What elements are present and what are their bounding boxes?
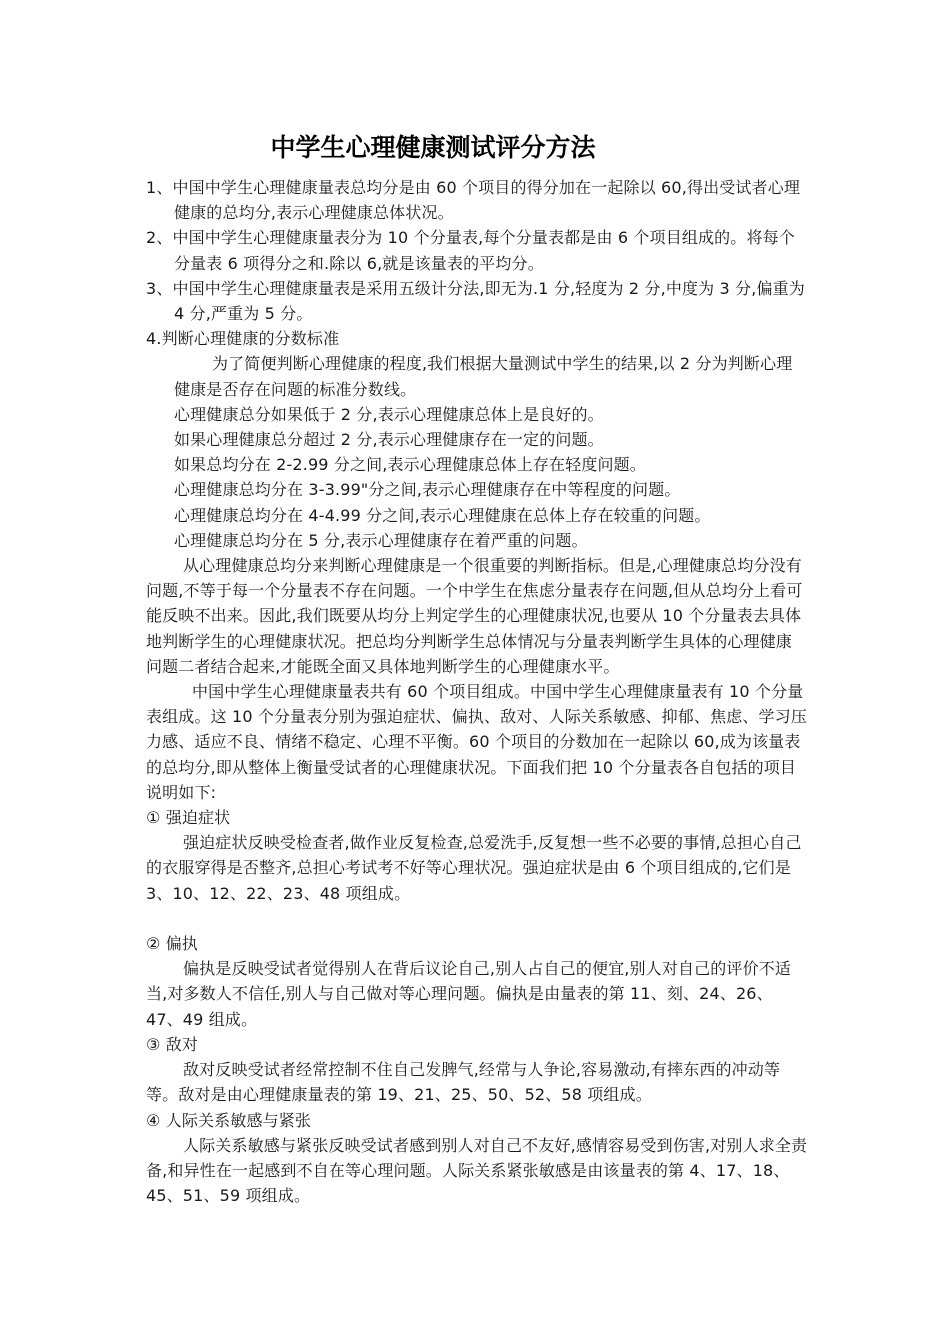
criteria-line: 心理健康总均分在 4-4.99 分之间,表示心理健康在总体上存在较重的问题。 — [174, 505, 711, 525]
scale-heading: ① 强迫症状 — [146, 808, 231, 828]
blank-line — [146, 906, 808, 931]
scale-heading: ② 偏执 — [146, 934, 199, 954]
criteria-line: 心理健康总分如果低于 2 分,表示心理健康总体上是良好的。 — [174, 404, 604, 424]
criteria-line: 心理健康总均分在 3-3.99"分之间,表示心理健康存在中等程度的问题。 — [174, 480, 681, 500]
body-paragraph: 中国中学生心理健康量表共有 60 个项目组成。中国中学生心理健康量表有 10 个分量表组成。这 10 个分量表分别为强迫症状、偏执、敌对、人际关系敏感、抑郁、焦虑、学习压力感、适应不良、情绪不稳定、心理不平衡。60 个项目的分数加在一起除以 60,成为该量表的总均分,即从整体上衡量受试者的心理健康状况。下面我们把 10 个分量表各自包括的项目说明如下: — [146, 682, 807, 802]
document-title: 中学生心理健康测试评分方法 — [270, 133, 596, 162]
criteria-line: 如果总均分在 2-2.99 分之间,表示心理健康总体上存在轻度问题。 — [174, 455, 646, 475]
body-paragraph: 从心理健康总均分来判断心理健康是一个很重要的判断指标。但是,心理健康总均分没有问题,不等于每一个分量表不存在问题。一个中学生在焦虑分量表存在问题,但从总均分上看可能反映不出来。因此,我们既要从均分上判定学生的心理健康状况,也要从 10 个分量表去具体地判断学生的心理健康状况。把总均分判断学生总体情况与分量表判断学生具体的心理健康问题二者结合起来,才能既全面又具体地判断学生的心理健康水平。 — [146, 556, 803, 676]
scale-heading: ③ 敌对 — [146, 1034, 199, 1054]
scale-description: 偏执是反映受试者觉得别人在背后议论自己,别人占自己的便宜,别人对自己的评价不适当,对多数人不信任,别人与自己做对等心理问题。偏执是由量表的第 11、刻、24、26、47、49 组成。 — [146, 959, 792, 1029]
criteria-line: 如果心理健康总分超过 2 分,表示心理健康存在一定的问题。 — [174, 430, 604, 450]
numbered-item: 3、中国中学生心理健康量表是采用五级计分法,即无为.1 分,轻度为 2 分,中度为 3 分,偏重为 4 分,严重为 5 分。 — [146, 278, 805, 324]
scale-heading: ④ 人际关系敏感与紧张 — [146, 1110, 312, 1130]
scale-description: 人际关系敏感与紧张反映受试者感到别人对自己不友好,感情容易受到伤害,对别人求全责备,和异性在一起感到不自在等心理问题。人际关系紧张敏感是由该量表的第 4、17、18、45、51、59 项组成。 — [146, 1135, 808, 1206]
numbered-item: 1、中国中学生心理健康量表总均分是由 60 个项目的得分加在一起除以 60,得出受试者心理健康的总均分,表示心理健康总体状况。 — [146, 178, 800, 223]
document-body — [146, 175, 808, 1208]
scale-description: 强迫症状反映受检查者,做作业反复检查,总爱洗手,反复想一些不必要的事情,总担心自己的衣服穿得是否整齐,总担心考试考不好等心理状况。强迫症状是由 6 个项目组成的,它们是 3、10、12、22、23、48 项组成。 — [146, 833, 802, 903]
section-heading: 4.判断心理健康的分数标准 — [146, 329, 340, 349]
section-intro: 为了简便判断心理健康的程度,我们根据大量测试中学生的结果,以 2 分为判断心理健康是否存在问题的标准分数线。 — [174, 354, 793, 399]
criteria-line: 心理健康总均分在 5 分,表示心理健康存在着严重的问题。 — [174, 530, 588, 550]
numbered-item: 2、中国中学生心理健康量表分为 10 个分量表,每个分量表都是由 6 个项目组成的。将每个分量表 6 项得分之和.除以 6,就是该量表的平均分。 — [146, 228, 795, 273]
scale-description: 敌对反映受试者经常控制不住自己发脾气,经常与人争论,容易激动,有摔东西的冲动等等。敌对是由心理健康量表的第 19、21、25、50、52、58 项组成。 — [146, 1060, 781, 1105]
